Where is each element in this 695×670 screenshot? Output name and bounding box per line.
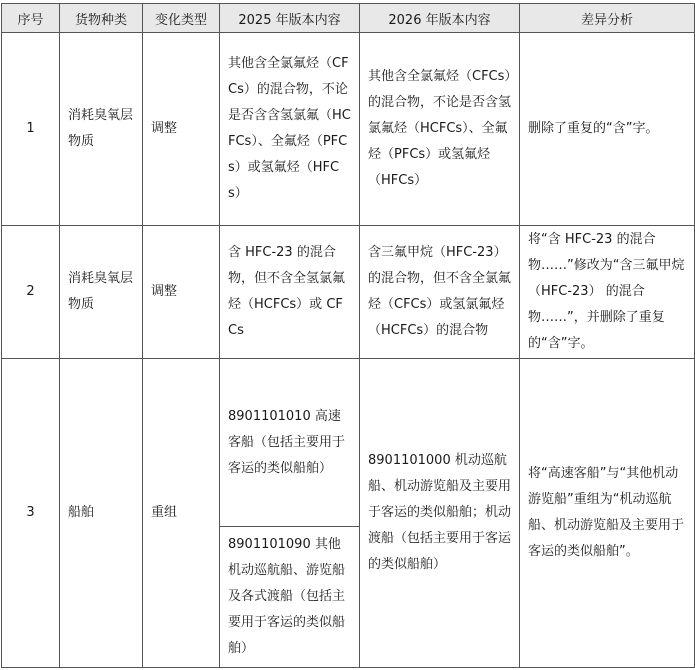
header-analysis: 差异分析 [520, 4, 695, 33]
cell-no: 2 [2, 226, 60, 359]
header-change-type: 变化类型 [143, 4, 220, 33]
comparison-table [1, 3, 695, 668]
table-row [2, 33, 695, 226]
table-header-row [2, 4, 695, 33]
cell-2025-content: 含 HFC-23 的混合物，但不含全氢氯氟烃（HCFCs）或 CFCs [220, 226, 360, 359]
header-category: 货物种类 [60, 4, 143, 33]
header-2025-content: 2025 年版本内容 [220, 4, 360, 33]
cell-analysis: 将“含 HFC-23 的混合物……”修改为“含三氟甲烷（HFC-23） 的混合物……”，并删除了重复的“含”字。 [520, 226, 695, 359]
header-no: 序号 [2, 4, 60, 33]
cell-2026-content: 含三氟甲烷（HFC-23）的混合物，但不含全氯氟烃（CFCs）或氢氯氟烃（HCFCs）的混合物 [360, 226, 520, 359]
cell-2026-content: 8901101000 机动巡航船、机动游览船及主要用于客运的类似船舶；机动渡船（包括主要用于客运的类似船舶） [360, 359, 520, 668]
cell-2025-content-split [220, 359, 360, 668]
header-2026-content: 2026 年版本内容 [360, 4, 520, 33]
table-row [2, 359, 695, 668]
cell-no: 1 [2, 33, 60, 226]
cell-category: 船舶 [60, 359, 143, 668]
table-row [2, 226, 695, 359]
cell-analysis: 删除了重复的“含”字。 [520, 33, 695, 226]
cell-category: 消耗臭氧层物质 [60, 226, 143, 359]
cell-category: 消耗臭氧层物质 [60, 33, 143, 226]
subcell-2025-b: 8901101090 其他机动巡航船、游览船及各式渡船（包括主要用于客运的类似船舶） [228, 537, 346, 656]
cell-change-type: 重组 [143, 359, 220, 668]
cell-2026-content: 其他含全氯氟烃（CFCs）的混合物，不论是否含氢氯氟烃（HCFCs）、全氟烃（PFCs）或氢氟烃（HFCs） [360, 33, 520, 226]
cell-change-type: 调整 [143, 226, 220, 359]
subcell-2025-a: 8901101010 高速客船（包括主要用于客运的类似船舶） [220, 359, 359, 527]
cell-analysis: 将“高速客船”与“其他机动游览船”重组为“机动巡航船、机动游览船及主要用于客运的类似船舶”。 [520, 359, 695, 668]
cell-2025-content: 其他含全氯氟烃（CFCs）的混合物，不论是否含含氢氯氟（HCFCs）、全氟烃（PFCs）或氢氟烃（HFCs） [220, 33, 360, 226]
cell-no: 3 [2, 359, 60, 668]
cell-change-type: 调整 [143, 33, 220, 226]
